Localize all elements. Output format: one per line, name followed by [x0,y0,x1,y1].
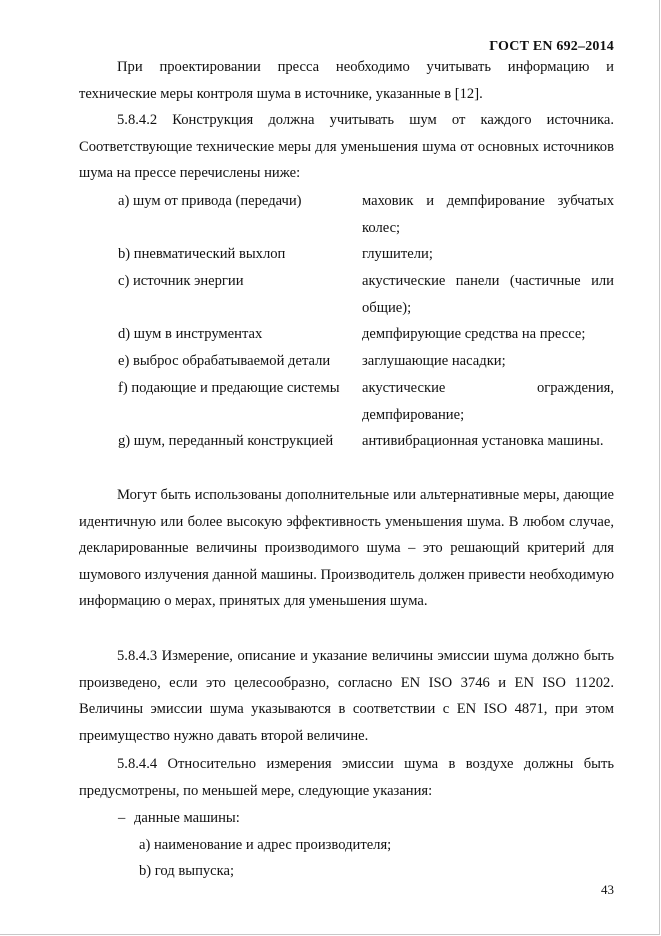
paragraph-5-8-4-2: 5.8.4.2 Конструкция должна учитывать шум от каждого источника. Соответствующие технические меры для уменьшения шума от основных источников шума на прессе перечислены ниже: [79,112,614,181]
page-number: 43 [601,882,614,897]
standard-header: ГОСТ EN 692–2014 [489,39,614,54]
sub-list-item: b) год выпуска; [139,863,235,879]
noise-source: d) шум в инструментах [118,326,263,342]
noise-source: e) выброс обрабатываемой детали [118,353,331,369]
paragraph-noise-control-info: При проектировании пресса необходимо учитывать информацию и технические меры контроля шума в источнике, указанные в [12]. [79,59,614,102]
noise-measure: антивибрационная установка машины. [362,433,604,449]
paragraph-5-8-4-4: 5.8.4.4 Относительно измерения эмиссии шума в воздухе должны быть предусмотрены, по меньшей мере, следующие указания: [79,756,614,799]
noise-measure: демпфирующие средства на прессе; [362,326,586,342]
list-item [118,805,240,832]
paragraph-5-8-4-3: 5.8.4.3 Измерение, описание и указание величины эмиссии шума должно быть произведено, если это целесообразно, согласно EN ISO 3746 и EN ISO 11202. Величины эмиссии шума указываются в соответствии с EN ISO 4871, при этом преимущество нужно давать второй величине. [79,648,614,744]
noise-measure: акустические панели (частичные или общие); [362,273,614,316]
noise-source: b) пневматический выхлоп [118,246,286,262]
list-item-text: данные машины: [134,810,240,826]
noise-measure: глушители; [362,246,433,262]
noise-source: g) шум, переданный конструкцией [118,433,334,449]
noise-measure: маховик и демпфирование зубчатых колес; [362,193,614,236]
sub-list-item: a) наименование и адрес производителя; [139,837,392,853]
dash-marker: – [118,810,126,826]
noise-source: a) шум от привода (передачи) [118,193,302,209]
noise-source: c) источник энергии [118,273,244,289]
noise-measure: заглушающие насадки; [362,353,506,369]
paragraph-alternative-measures: Могут быть использованы дополнительные или альтернативные меры, дающие идентичную или более высокую эффективность уменьшения шума. В любом случае, декларированные величины производимого шума – это решающий критерий для шумового излучения данной машины. Производитель должен привести необходимую информацию о мерах, принятых для уменьшения шума. [79,487,614,609]
noise-source: f) подающие и предающие системы [118,380,340,396]
noise-measure: акустические ограждения, демпфирование; [362,380,614,423]
